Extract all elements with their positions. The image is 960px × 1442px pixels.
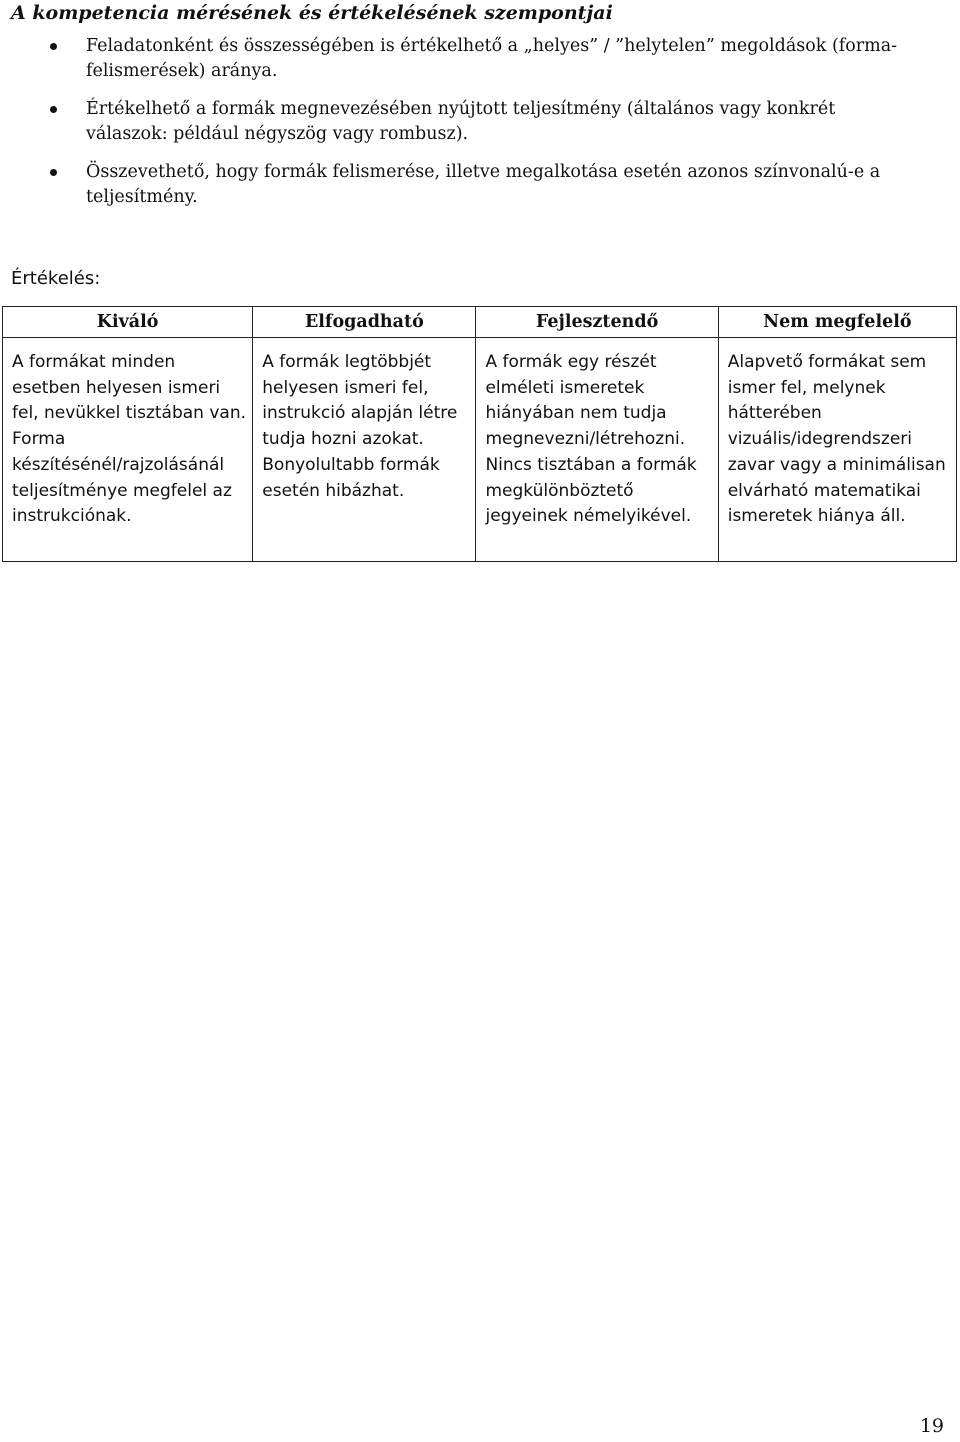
table-row <box>3 338 957 562</box>
bullet-icon <box>50 43 57 50</box>
header-acceptable: Elfogadható <box>253 307 476 338</box>
header-excellent: Kiváló <box>3 307 253 338</box>
cell-acceptable: A formák legtöbbjét helyesen ismeri fel, instrukció alapján létre tudja hozni azokat. Bonyolultabb formák esetén hibázhat. <box>253 338 476 562</box>
criteria-text: Összevethető, hogy formák felismerése, illetve megalkotása esetén azonos színvonalú-e a teljesítmény. <box>86 162 881 207</box>
cell-unsatisfactory: Alapvető formákat sem ismer fel, melynek hátterében vizuális/idegrendszeri zavar vagy a minimálisan elvárható matematikai ismeretek hiánya áll. <box>718 338 956 562</box>
bullet-icon <box>50 106 57 113</box>
criteria-item <box>0 160 960 210</box>
criteria-text: Értékelhető a formák megnevezésében nyújtott teljesítmény (általános vagy konkrét válaszok: például négyszög vagy rombusz). <box>86 99 836 144</box>
header-unsatisfactory: Nem megfelelő <box>718 307 956 338</box>
cell-excellent: A formákat minden esetben helyesen ismeri fel, nevükkel tisztában van. Forma készítésénél/rajzolásánál teljesítménye megfelel az instrukciónak. <box>3 338 253 562</box>
criteria-item <box>0 34 960 84</box>
page-number: 19 <box>919 1415 944 1437</box>
page-heading: A kompetencia mérésének és értékelésének szempontjai <box>11 2 613 24</box>
evaluation-label: Értékelés: <box>11 268 101 289</box>
cell-needs-improvement: A formák egy részét elméleti ismeretek hiányában nem tudja megnevezni/létrehozni. Nincs tisztában a formák megkülönböztető jegyeinek némelyikével. <box>476 338 718 562</box>
bullet-icon <box>50 169 57 176</box>
criteria-item <box>0 97 960 147</box>
evaluation-table <box>2 306 957 562</box>
table-header-row <box>3 307 957 338</box>
criteria-text: Feladatonként és összességében is értékelhető a „helyes” / ”helytelen” megoldások (forma-felismerések) aránya. <box>86 36 898 81</box>
header-needs-improvement: Fejlesztendő <box>476 307 718 338</box>
criteria-list <box>0 34 960 223</box>
